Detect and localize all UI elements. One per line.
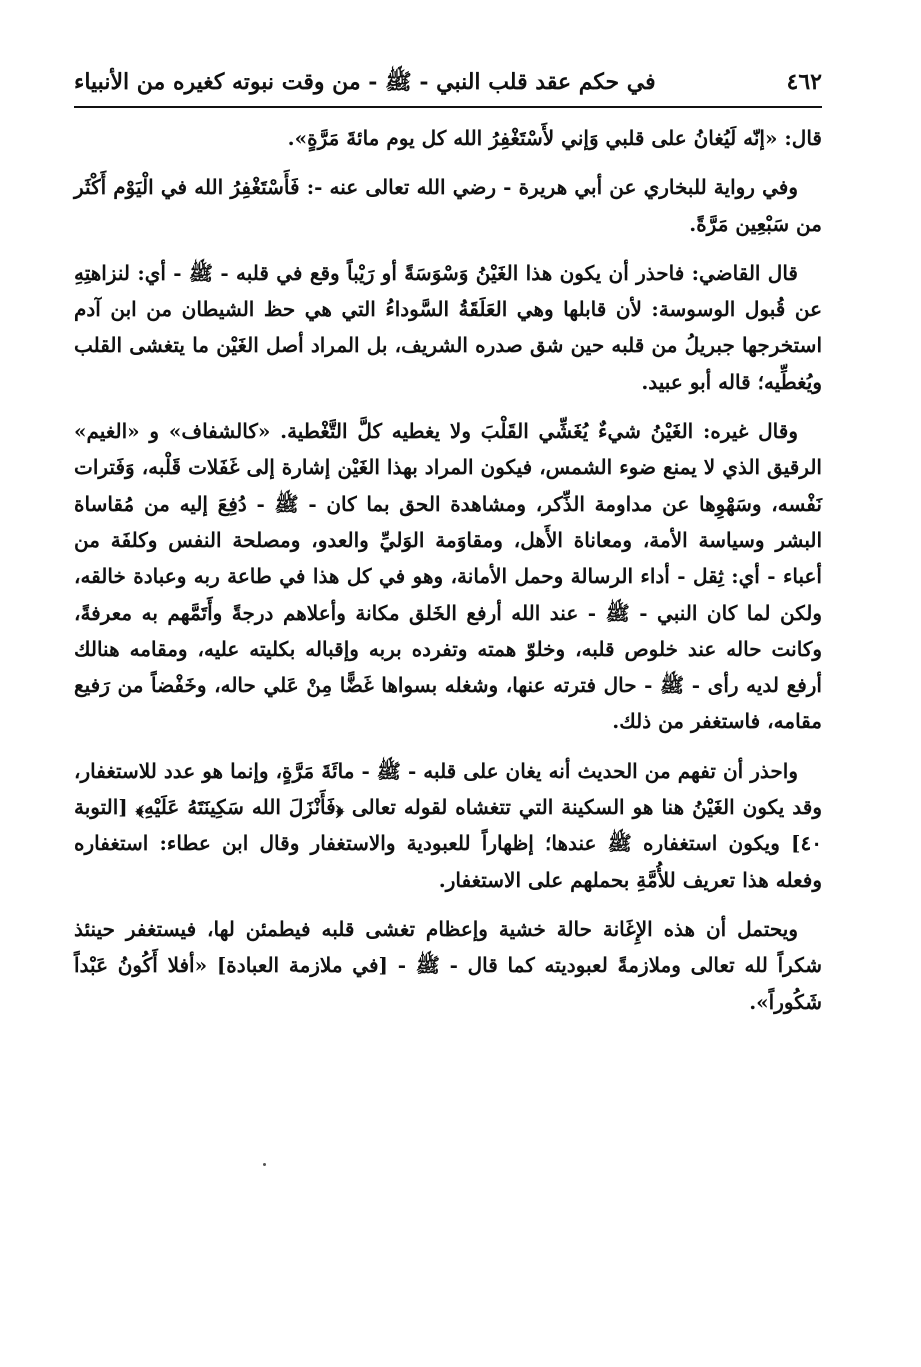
body-text: [74, 120, 822, 1033]
warning-paragraph: واحذر أن تفهم من الحديث أنه يغان على قلبه - ﷺ - مائَةَ مَرَّةٍ، وإنما هو عدد للاستغفار، وقد يكون الغَيْنُ هنا هو السكينة التي تتغشاه لقوله تعالى ﴿فَأَنْزَلَ الله سَكِينَتَهُ عَلَيْهِ﴾ [التوبة ٤٠] ويكون استغفاره ﷺ عندها؛ إظهاراً للعبودية والاستغفار وقال ابن عطاء: استغفاره وفعله هذا تعريف للأُمَّةِ بحملهم على الاستغفار.: [74, 758, 822, 892]
header-divider: [74, 106, 822, 108]
bukhari-narration-paragraph: وفي رواية للبخاري عن أبي هريرة - رضي الله تعالى عنه -: فَأَسْتَغْفِرُ الله في الْيَوْم أَكْثَر من سَبْعِين مَرَّةً.: [74, 175, 822, 236]
running-head-title: في حكم عقد قلب النبي - ﷺ - من وقت نبوته كغيره من الأنبياء: [74, 69, 656, 95]
closing-paragraph: ويحتمل أن هذه الإِغَانة حالة خشية وإعظام تغشى قلبه فيطمئن لها، فيستغفر حينئذ شكراً لله تعالى وملازمةً لعبوديته كما قال - ﷺ - [في ملازمة العبادة] «أفلا أَكُونُ عَبْداً شَكُوراً».: [74, 916, 822, 1014]
hadith-quote-paragraph: قال: «إنّه لَيُغانُ على قلبي وَإني لأَسْتَغْفِرُ الله كل يوم مائةَ مَرَّةٍ».: [287, 126, 822, 150]
qadi-commentary-paragraph: قال القاضي: فاحذر أن يكون هذا الغَيْنُ وَسْوَسَةً أو رَيْباً وقع في قلبه - ﷺ - أي: لنزاهتِهِ عن قُبول الوسوسة: لأن قابلها وهي العَلَقَةُ السَّوداءُ التي هي حظ الشيطان من ابن آدم استخرجها جبريلُ من قلبه حين شق صدره الشريف، بل المراد أصل الغَيْن ما يتغشى القلب ويُغطِّيه؛ قاله أبو عبيد.: [74, 260, 822, 394]
scan-speck: [263, 1163, 266, 1166]
running-head: [74, 60, 822, 104]
other-scholar-paragraph: وقال غيره: الغَيْنُ شيءٌ يُغَشِّي القَلْبَ ولا يغطيه كلَّ التَّغْطية. «كالشفاف» و «الغيم» الرقيق الذي لا يمنع ضوء الشمس، فيكون المراد بهذا الغَيْن إشارة إلى غَفَلات قَلْبه، وَفَترات نَفْسه، وسَهْوِها عن مداومة الذِّكر، ومشاهدة الحق بما كان - ﷺ - دُفِعَ إليه من مُقاساة البشر وسياسة الأمة، ومعاناة الأَهل، ومقاوَمة الوَليِّ والعدو، ومصلحة النفس وكلفَة من أعباء - أي: ثِقل - أداء الرسالة وحمل الأمانة، وهو في كل هذا في طاعة ربه وعبادة خالقه، ولكن لما كان النبي - ﷺ - عند الله أرفع الخَلق مكانة وأعلاهم درجةً وأَتَمَّهم به معرفةً، وكانت حاله عند خلوص قلبه، وخلوّ همته وتفرده بربه وإقباله بكليته عليه، ومقامه هنالك أرفع لديه رأى - ﷺ - حال فترته عنها، وشغله بسواها غَضًّا مِنْ عَلي حاله، وخَفْضاً من رَفيع مقامه، فاستغفر من ذلك.: [74, 419, 822, 734]
page-number: ٤٦٢: [786, 69, 822, 95]
